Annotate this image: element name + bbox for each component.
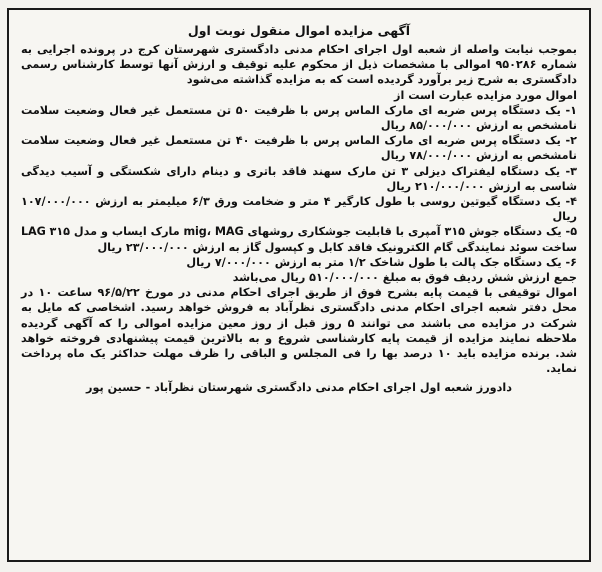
list-item: ۲- یک دستگاه پرس ضربه ای مارک الماس پرس با ظرفیت ۴۰ تن مستعمل غیر فعال وضعیت سلامت نامشخص به ارزش ۷۸/۰۰۰/۰۰۰ ریال — [21, 134, 577, 163]
items-header: اموال مورد مزایده عبارت است از — [394, 88, 577, 102]
intro-paragraph: بموجب نیابت واصله از شعبه اول اجرای احکام مدنی دادگستری شهرستان کرج در پرونده اجرایی به شماره ۹۵۰۲۸۶ اموالی با مشخصات ذیل از محکوم علیه توقیف و ارزش آنها توسط کارشناس رسمی دادگستری به شرح زیر برآورد گردیده است که به مزایده گذاشته می‌شود — [21, 43, 577, 87]
notice-frame — [7, 8, 591, 562]
notice-body — [21, 22, 577, 550]
list-item: ۴- یک دستگاه گیوتین روسی با طول کارگیر ۴ متر و ضخامت ورق ۶/۳ میلیمتر به ارزش ۱۰۷/۰۰۰/۰۰۰ ریال — [21, 195, 577, 224]
conditions-paragraph: اموال توقیفی با قیمت پایه بشرح فوق از طریق اجرای احکام مدنی در مورخ ۹۶/۵/۲۲ ساعت ۱۰ در محل دفتر شعبه اجرای احکام مدنی دادگستری نظرآباد به فروش خواهد رسید. اشخاصی که مایل به شرکت در مزایده می باشند می توانند ۵ روز قبل از روز معین مزایده اموالی را که آگهی گردیده ملاحظه نمایند مزایده از قیمت پایه کارشناسی شروع و به بالاترین قیمت پیشنهادی فروخته خواهد شد. برنده مزایده باید ۱۰ درصد بها را فی المجلس و الباقی را ظرف مهلت حداکثر یک ماه پرداخت نماید. — [21, 286, 578, 376]
list-item: ۶- یک دستگاه جک پالت با طول شاخک ۱/۲ متر به ارزش ۷/۰۰۰/۰۰۰ ریال — [186, 255, 577, 269]
list-item: ۵- یک دستگاه جوش ۳۱۵ آمپری با قابلیت جوشکاری روشهای mig، MAG مارک ایساب و مدل LAG ۳۱۵ ساخت سوئد نمایندگی گام الکترونیک فاقد کابل و کپسول گاز به ارزش ۲۳/۰۰۰/۰۰۰ ریال — [21, 225, 578, 254]
signature-line: دادورز شعبه اول اجرای احکام مدنی دادگستری شهرستان نظرآباد - حسین پور — [86, 381, 512, 395]
list-item: ۳- یک دستگاه لیفتراک دیزلی ۳ تن مارک سهند فاقد باتری و دینام دارای شکستگی و آسیب دیدگی شاسی به ارزش ۲۱۰/۰۰۰/۰۰۰ ریال — [21, 164, 577, 193]
notice-title: آگهی مزایده اموال منقول نوبت اول — [187, 23, 411, 38]
total-summary: جمع ارزش شش ردیف فوق به مبلغ ۵۱۰/۰۰۰/۰۰۰ ریال می‌باشد — [232, 271, 577, 285]
list-item: ۱- یک دستگاه پرس ضربه ای مارک الماس پرس با ظرفیت ۵۰ تن مستعمل غیر فعال وضعیت سلامت نامشخص به ارزش ۸۵/۰۰۰/۰۰۰ ریال — [21, 103, 577, 133]
